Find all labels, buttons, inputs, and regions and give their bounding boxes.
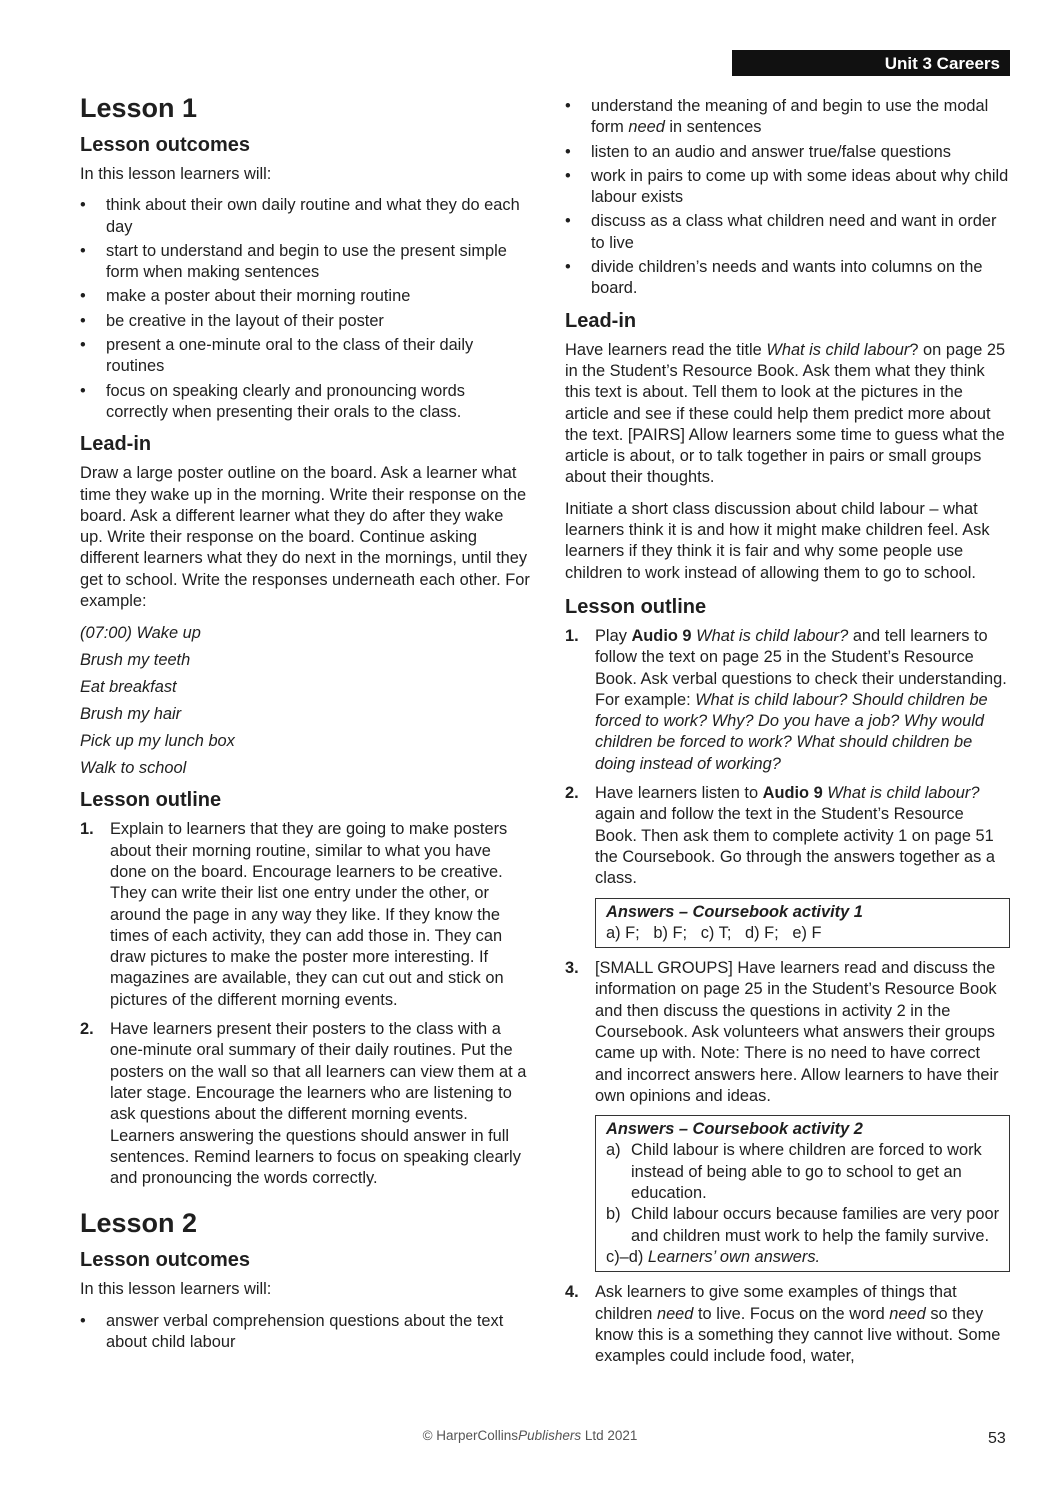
right-column <box>565 96 1010 1375</box>
lesson-1-outline-list <box>80 819 530 1189</box>
answer-key: a) <box>606 1141 621 1160</box>
list-item: • divide children’s needs and wants into columns on the board. <box>565 257 1010 300</box>
lesson-1-title: Lesson 1 <box>80 93 198 123</box>
list-item: • be creative in the layout of their poster <box>80 311 530 332</box>
list-item: • listen to an audio and answer true/false questions <box>565 142 1010 163</box>
list-item: • answer verbal comprehension questions about the text about child labour <box>80 1311 530 1354</box>
step-number: 4. <box>565 1283 579 1302</box>
list-item: • discuss as a class what children need and want in order to live <box>565 211 1010 254</box>
unit-banner: Unit 3 Careers <box>732 50 1010 76</box>
answer-text: Child labour occurs because families are very poor and children must work to help the family survive. <box>631 1205 1000 1245</box>
lesson-2-title: Lesson 2 <box>80 1208 198 1239</box>
list-item: • start to understand and begin to use the present simple form when making sentences <box>80 241 530 284</box>
outline-step <box>565 1282 1010 1367</box>
step-number: 3. <box>565 959 579 978</box>
outline-step <box>565 783 1010 889</box>
answers-title: Answers – Coursebook activity 2 <box>606 1120 863 1139</box>
lesson-2-leadin-heading: Lead-in <box>565 309 637 332</box>
left-column <box>80 92 530 1361</box>
example-line: Eat breakfast <box>80 678 177 697</box>
answers-box-activity-1 <box>595 898 1010 949</box>
lesson-2-outline-list-cont <box>565 958 1010 1107</box>
lesson-2-leadin-paragraph-1: Have learners read the title What is child labour? on page 25 in the Student’s Resource Book. Ask them what they think this text is about. Tell them to look at the pictures in the article and see if these could help them predict more about the text. [PAIRS] Allow learners some time to guess what the article is about, or to talk together in pairs or small groups about their thoughts. <box>565 340 1006 487</box>
list-item: • present a one-minute oral to the class of their daily routines <box>80 335 530 378</box>
list-item: • make a poster about their morning routine <box>80 286 530 307</box>
step-number: 2. <box>565 784 579 803</box>
step-text: Have learners listen to Audio 9 What is child labour? again and follow the text in the Student’s Resource Book. Then ask them to complete activity 1 on page 51 the Coursebook. Go through the answers together as a class. <box>595 784 995 888</box>
step-number: 2. <box>80 1020 94 1039</box>
step-text: Ask learners to give some examples of things that children need to live. Focus on the word need so they know this is a something they cannot live without. Some examples could include food, water, <box>595 1283 1001 1366</box>
outline-step <box>565 626 1010 775</box>
outline-step <box>80 1019 530 1189</box>
lesson-1-outline-heading: Lesson outline <box>80 789 222 812</box>
page-number: 53 <box>988 1430 1006 1447</box>
example-line: (07:00) Wake up <box>80 624 201 643</box>
lesson-1-outcomes-heading: Lesson outcomes <box>80 134 251 156</box>
step-text: Play Audio 9 What is child labour? and tell learners to follow the text on page 25 in the Student’s Resource Book. Ask verbal questions to check their understanding. For example: What is child labour? Should children be forced to work? Why? Do you have a job? Why would children be forced to work? What should children be doing instead of working? <box>595 626 1007 773</box>
lesson-2-outcomes-list-continued <box>565 96 1010 300</box>
example-line: Walk to school <box>80 759 187 778</box>
step-text: Have learners present their posters to the class with a one-minute oral summary of their daily routines. Put the posters on the wall so that all learners can view them at a later stage. Encourage the learners who are listening to ask questions about the different morning events. Learners answering the questions should answer in full sentences. Remind learners to focus on speaking clearly and pronouncing the words correctly. <box>110 1020 527 1188</box>
step-number: 1. <box>565 626 579 645</box>
lesson-2-outline-heading: Lesson outline <box>565 595 707 618</box>
lesson-1-leadin-text: Draw a large poster outline on the board. Ask a learner what time they wake up in the morning. Write their response on the board. Ask a different learner what they do after they wake up. Write their response on the board. Continue asking different learners what they do next in the mornings, until they get to school. Write the responses underneath each other. For example: <box>80 464 530 611</box>
example-line: Brush my teeth <box>80 651 191 670</box>
answer-row <box>606 1140 1001 1204</box>
outline-step <box>565 958 1010 1107</box>
example-line: Pick up my lunch box <box>80 732 235 751</box>
answers-title: Answers – Coursebook activity 1 <box>606 902 863 921</box>
example-line: Brush my hair <box>80 705 182 724</box>
lesson-1-outcomes-list <box>80 195 530 423</box>
lesson-1-leadin-heading: Lead-in <box>80 433 152 456</box>
lesson-2-outcomes-intro: In this lesson learners will: <box>80 1280 272 1299</box>
list-item: • think about their own daily routine and what they do each day <box>80 195 530 238</box>
list-item: • focus on speaking clearly and pronouncing words correctly when presenting their orals to the class. <box>80 381 530 424</box>
answer-text: Learners’ own answers. <box>647 1247 821 1266</box>
answer-text: Child labour is where children are forced to work instead of being able to go to school to get an education. <box>631 1141 982 1203</box>
copyright-footer: © HarperCollinsPublishers Ltd 2021 <box>422 1428 638 1443</box>
step-text: Explain to learners that they are going to make posters about their morning routine, similar to what you have done on the board. Encourage learners to be creative. They can write their list one entry under the other, or around the page in any way they like. If they know the times of each activity, they can add those in. They can draw pictures to make the poster more interesting. If magazines are available, they can cut out and stick on pictures of the different morning events. <box>110 820 508 1009</box>
outline-step <box>80 819 530 1011</box>
list-item: • work in pairs to come up with some ideas about why child labour exists <box>565 166 1010 209</box>
step-text: [SMALL GROUPS] Have learners read and discuss the information on page 25 in the Student’s Resource Book and then discuss the questions in activity 2 in the Coursebook. Ask volunteers what answers their groups came up with. Note: There is no need to have correct and incorrect answers here. Allow learners to have their own opinions and ideas. <box>595 959 999 1105</box>
answer-key: c)–d) <box>606 1247 644 1266</box>
answer-row <box>606 1247 1001 1268</box>
lesson-1-outcomes-intro: In this lesson learners will: <box>80 165 272 183</box>
lesson-2-outline-list <box>565 626 1010 890</box>
answers-text: a) F; b) F; c) T; d) F; e) F <box>606 923 822 942</box>
step-number: 1. <box>80 820 94 839</box>
lesson-2-outline-list-cont-2 <box>565 1282 1010 1367</box>
lesson-2-leadin-paragraph-2: Initiate a short class discussion about child labour – what learners think it is and how it might make children feel. Ask learners if they think it is fair and why some people use children to work instead of allowing them to go to school. <box>565 499 990 582</box>
answer-key: b) <box>606 1205 621 1224</box>
lesson-2-outcomes-list <box>80 1311 530 1354</box>
answers-box-activity-2 <box>595 1115 1010 1272</box>
answer-row <box>606 1204 1001 1247</box>
lesson-2-outcomes-heading: Lesson outcomes <box>80 1249 251 1272</box>
list-item: • understand the meaning of and begin to use the modal form need in sentences <box>565 96 1010 139</box>
